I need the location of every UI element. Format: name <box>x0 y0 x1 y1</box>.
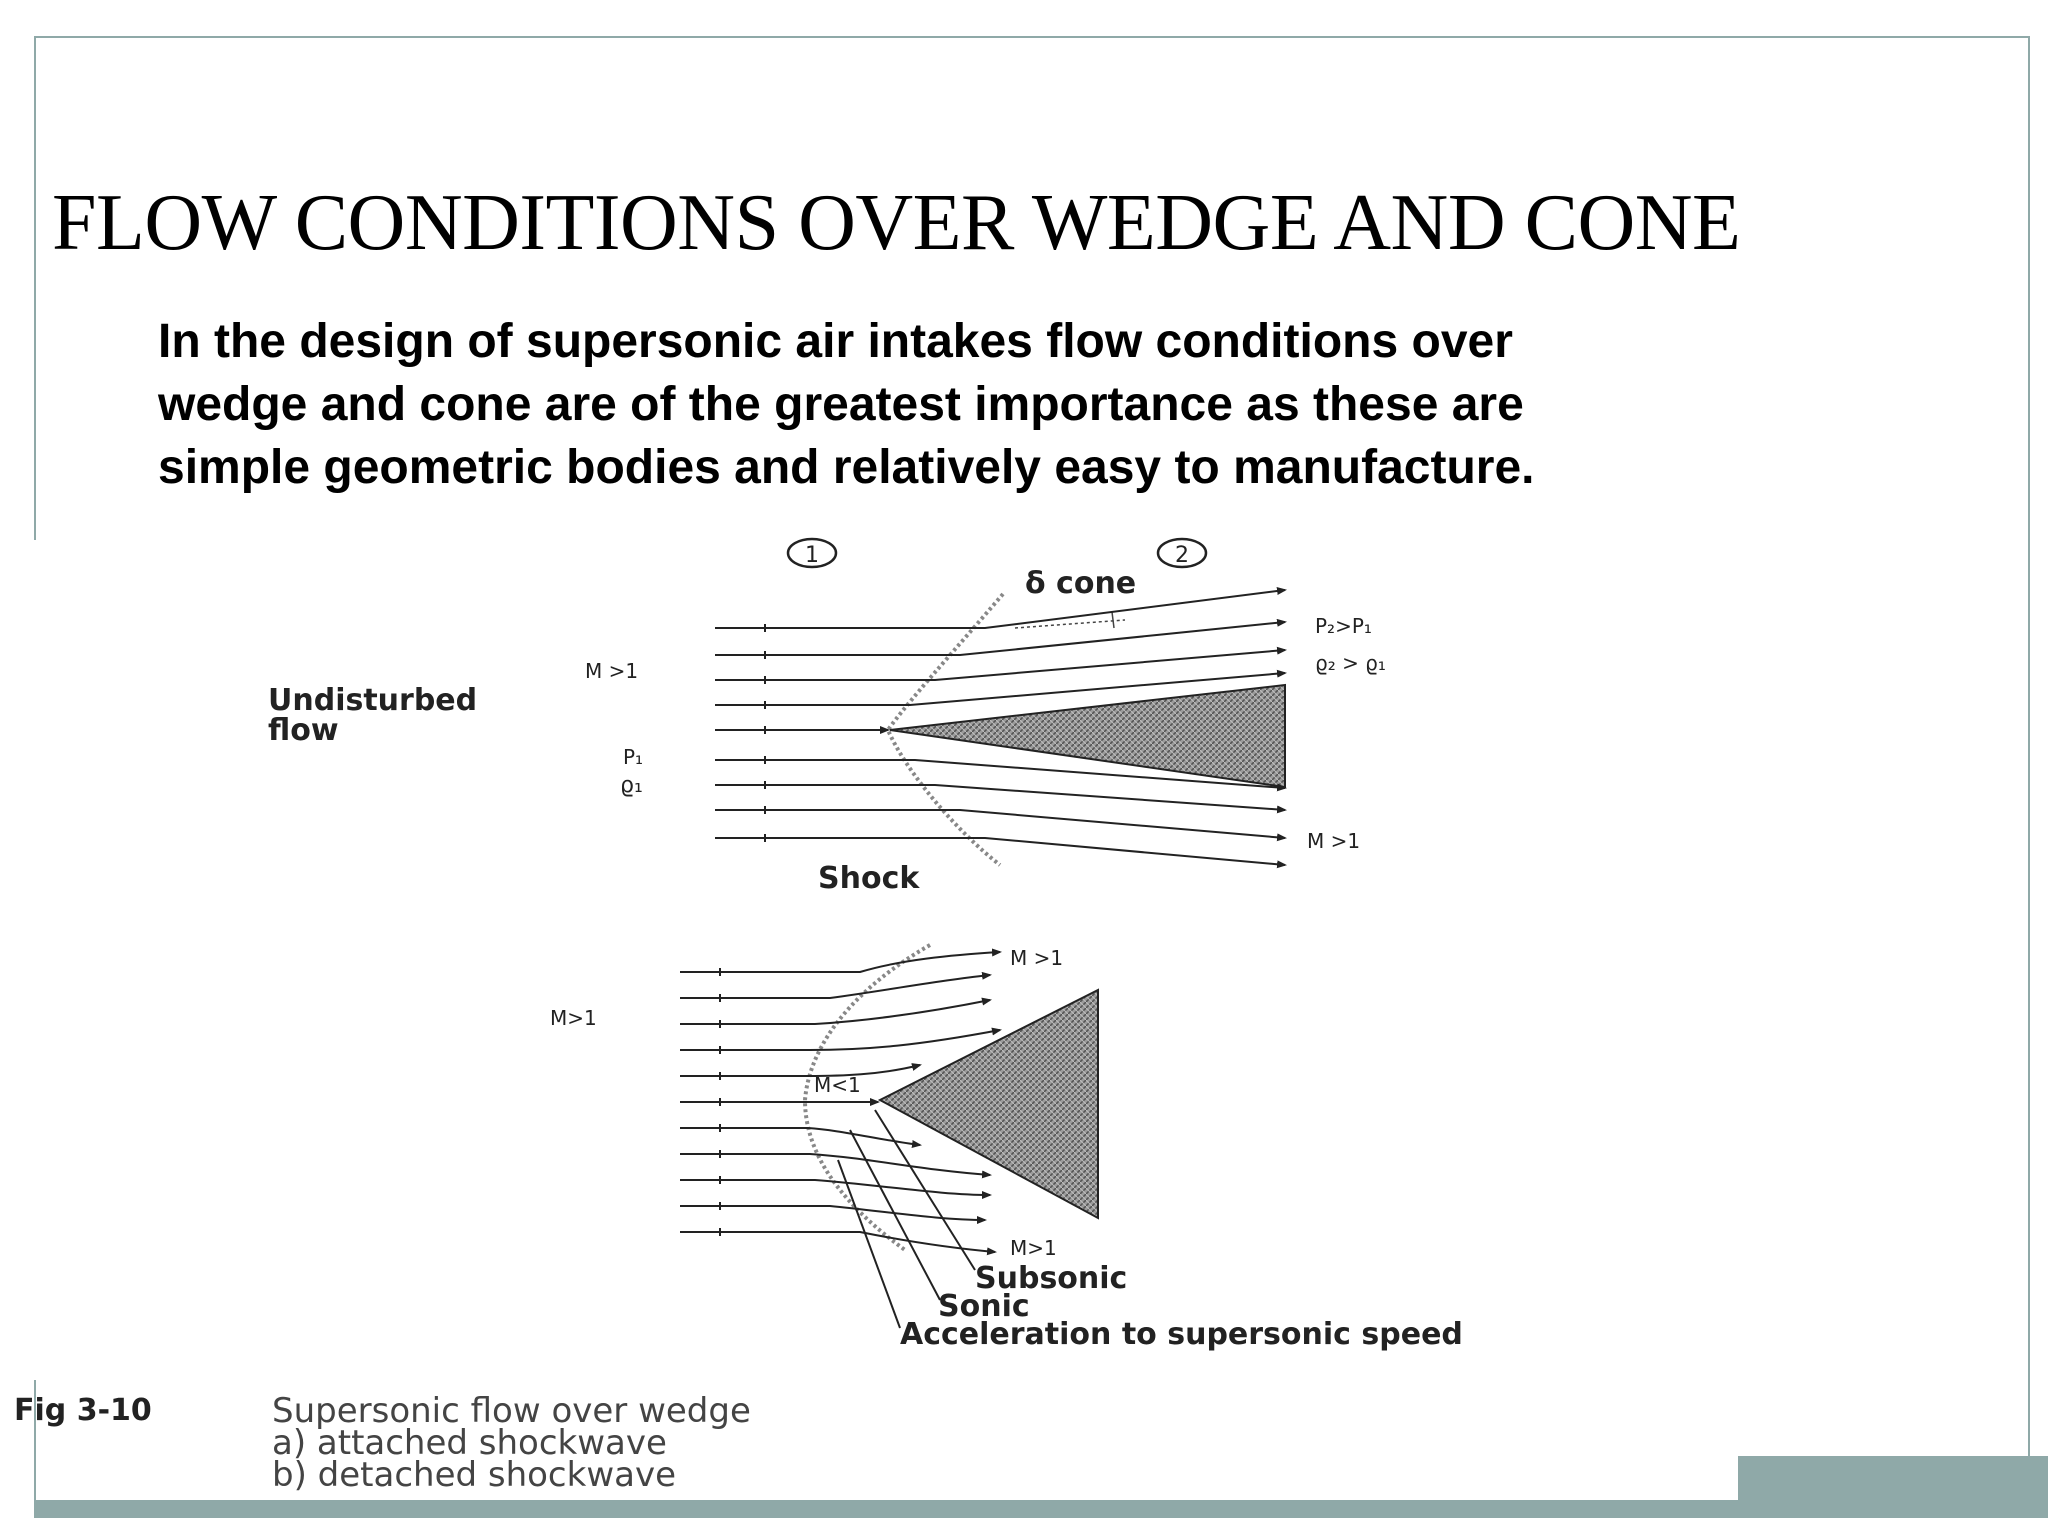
flow-label: flow <box>268 713 339 748</box>
rho1-label: ϱ₁ <box>620 773 643 798</box>
wedge-a <box>890 685 1285 787</box>
slide-title: FLOW CONDITIONS OVER WEDGE AND CONE <box>52 179 1741 267</box>
caption-fig-number: Fig 3-10 <box>14 1393 152 1428</box>
caption-line-1: Supersonic flow over wedge <box>272 1391 751 1431</box>
delta-cone-label: δ cone <box>1025 566 1137 601</box>
mach-upstream-label-a: M >1 <box>585 659 639 683</box>
sonic-label: Sonic <box>938 1289 1030 1324</box>
pressure-ratio-label: P₂>P₁ <box>1315 614 1372 638</box>
station-1-label: 1 <box>805 543 819 568</box>
shock-label: Shock <box>818 861 920 896</box>
figure-caption <box>14 1391 751 1495</box>
paragraph-line-2: wedge and cone are of the greatest importance as these are <box>158 378 1524 431</box>
mach-subsonic-label: M<1 <box>814 1073 861 1097</box>
mach-downstream-label-a: M >1 <box>1307 829 1361 853</box>
mach-top-label-b: M >1 <box>1010 946 1064 970</box>
caption-line-3: b) detached shockwave <box>272 1455 676 1495</box>
paragraph-line-3: simple geometric bodies and relatively easy to manufacture. <box>158 441 1535 494</box>
wedge-b <box>880 990 1098 1218</box>
figure-b <box>550 945 1463 1352</box>
p1-label: P₁ <box>623 745 644 769</box>
station-2-label: 2 <box>1175 543 1189 568</box>
density-ratio-label: ϱ₂ > ϱ₁ <box>1315 651 1386 675</box>
station-1-marker <box>788 539 836 568</box>
station-2-marker <box>1158 539 1206 568</box>
figure-a <box>268 539 1386 896</box>
mach-upstream-label-b: M>1 <box>550 1006 597 1030</box>
paragraph-line-1: In the design of supersonic air intakes flow conditions over <box>158 315 1513 368</box>
acceleration-label: Acceleration to supersonic speed <box>900 1317 1463 1352</box>
mach-bottom-label-b: M>1 <box>1010 1236 1057 1260</box>
undisturbed-label: Undisturbed <box>268 683 478 718</box>
caption-line-2: a) attached shockwave <box>272 1423 667 1463</box>
subsonic-label: Subsonic <box>975 1261 1128 1296</box>
